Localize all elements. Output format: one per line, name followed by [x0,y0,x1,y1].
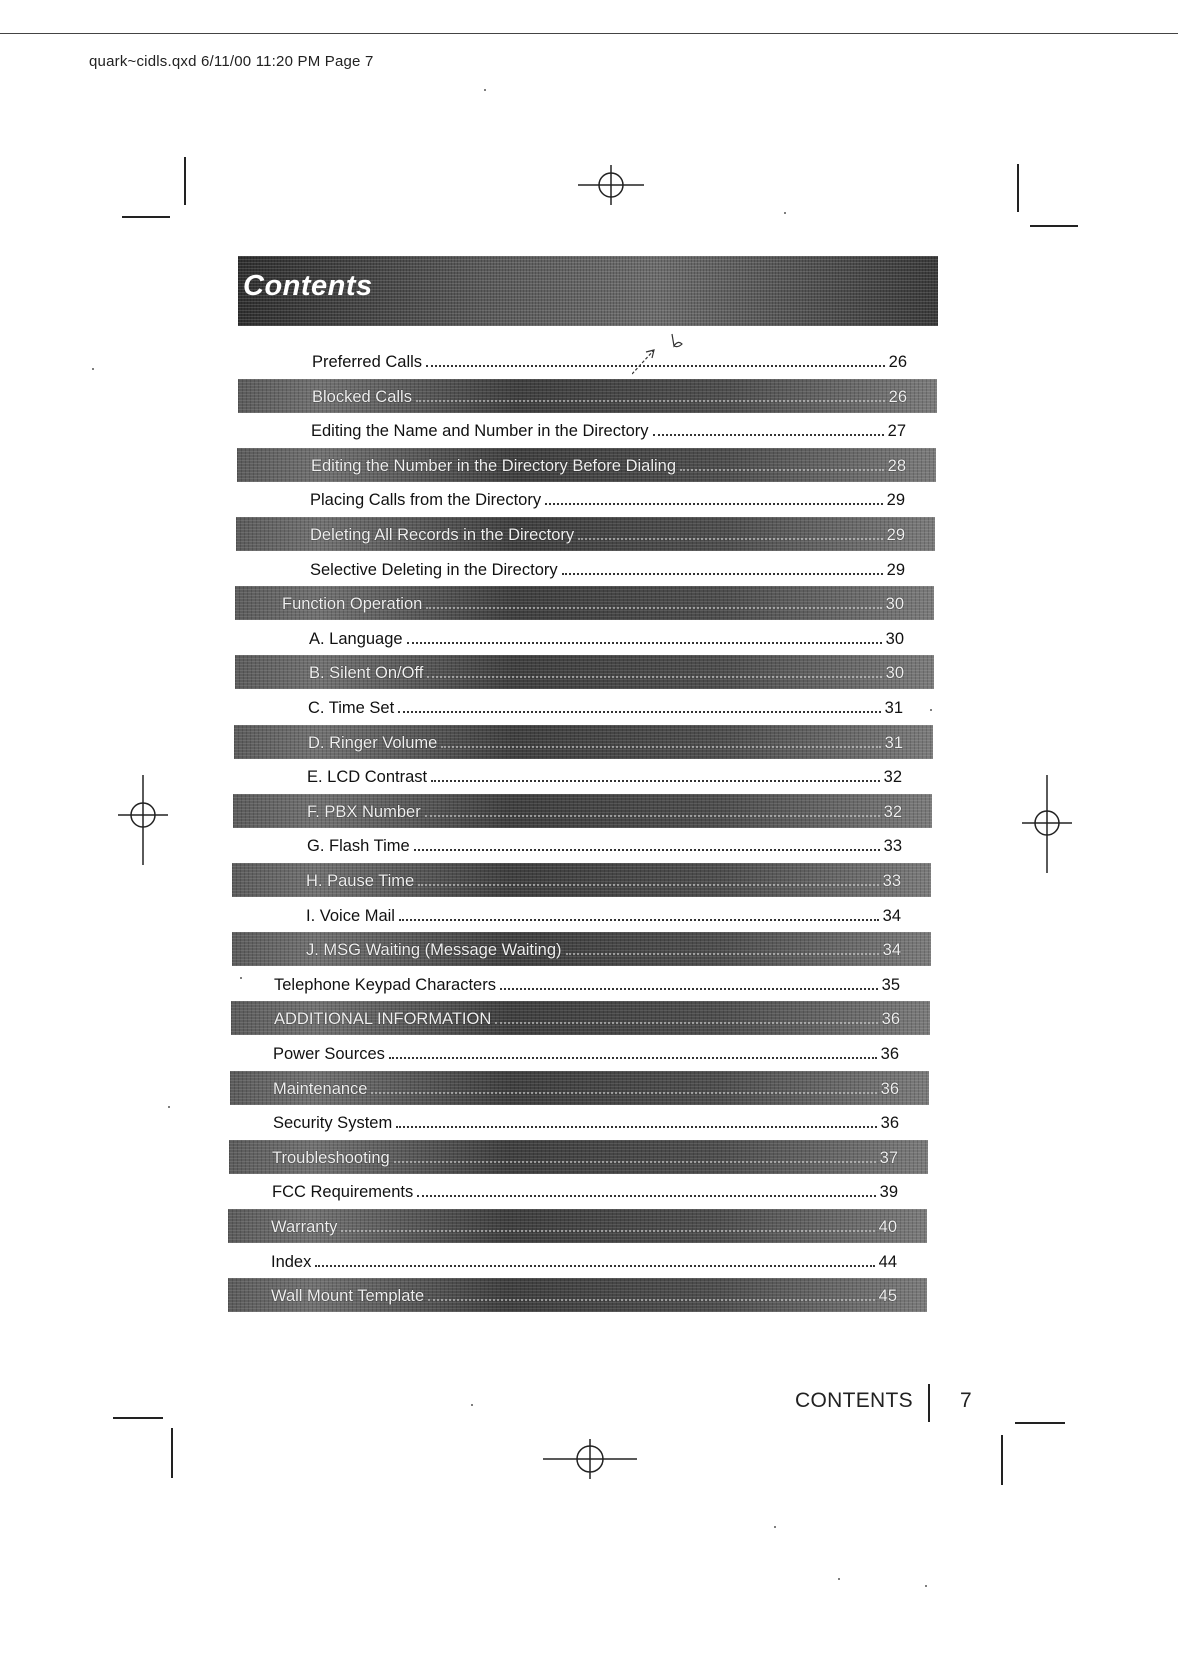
toc-entry-title: Security System [273,1114,393,1132]
dot-leader [315,1265,874,1267]
scan-speck [838,1578,840,1580]
toc-entry-title: FCC Requirements [272,1183,414,1201]
toc-entry-title: Index [271,1253,312,1271]
dot-leader [417,1195,875,1197]
toc-entry-title: G. Flash Time [307,837,410,855]
dot-leader [578,538,883,540]
toc-entry-page: 32 [883,768,902,786]
toc-entry-title: Placing Calls from the Directory [310,491,542,509]
scan-speck [925,1585,927,1587]
scan-speck [484,89,486,91]
dot-leader [394,1161,876,1163]
dot-leader [653,434,884,436]
toc-entry-title: D. Ringer Volume [308,734,438,752]
toc-entry-page: 36 [881,1010,900,1028]
toc-entry-title: Function Operation [282,595,423,613]
footer-section-label: CONTENTS [795,1389,913,1412]
toc-entry [229,1140,928,1174]
dot-leader [431,780,880,782]
toc-entry-title: Wall Mount Template [271,1287,425,1305]
dot-leader [398,711,880,713]
toc-entry [236,482,935,516]
dot-leader [426,607,881,609]
scan-speck [471,1404,473,1406]
toc-entry-title: A. Language [309,630,403,648]
toc-entry [237,448,936,482]
toc-entry-page: 33 [882,872,901,890]
toc-entry-title: F. PBX Number [307,803,421,821]
toc-entry-title: E. LCD Contrast [307,768,428,786]
dot-leader [396,1126,876,1128]
dot-leader [418,884,878,886]
toc-entry [238,379,937,413]
toc-entry-title: Editing the Number in the Directory Before Dialing [311,457,677,475]
toc-entry [233,794,932,828]
dot-leader [389,1057,877,1059]
scan-speck [168,1106,170,1108]
toc-entry [228,1244,927,1278]
toc-entry-title: Blocked Calls [312,388,412,406]
toc-entry-title: C. Time Set [308,699,395,717]
toc-entry-page: 33 [883,837,902,855]
toc-entry [233,759,932,793]
toc-entry [230,1036,929,1070]
page-title: Contents [243,270,373,302]
toc-entry [237,413,936,447]
dot-leader [399,919,879,921]
toc-entry [230,1071,929,1105]
toc-entry-page: 39 [879,1183,898,1201]
toc-entry [235,655,934,689]
dot-leader [425,815,880,817]
toc-entry-page: 30 [885,664,904,682]
file-slug: quark~cidls.qxd 6/11/00 11:20 PM Page 7 [89,53,374,70]
dot-leader [426,365,885,367]
toc-entry-title: Troubleshooting [272,1149,390,1167]
toc-entry [236,552,935,586]
toc-entry [231,967,930,1001]
toc-entry [232,932,931,966]
toc-entry-page: 30 [885,595,904,613]
toc-entry-page: 36 [880,1114,899,1132]
toc-entry-page: 35 [881,976,900,994]
toc-entry-page: 36 [880,1045,899,1063]
toc-entry-title: Power Sources [273,1045,385,1063]
toc-entry-title: Warranty [271,1218,338,1236]
toc-entry-page: 29 [886,491,905,509]
toc-entry-page: 37 [879,1149,898,1167]
dot-leader [341,1230,874,1232]
dot-leader [680,469,884,471]
toc-entry-title: J. MSG Waiting (Message Waiting) [306,941,562,959]
toc-entry-title: Maintenance [273,1080,368,1098]
scan-speck [240,977,242,979]
toc-entry [238,344,937,378]
dot-leader [428,1299,874,1301]
toc-entry [228,1278,927,1312]
toc-entry-title: B. Silent On/Off [309,664,424,682]
toc-entry [234,725,933,759]
scan-speck [784,212,786,214]
toc-entry [232,898,931,932]
toc-entry [232,863,931,897]
footer-page-number: 7 [960,1389,972,1412]
toc-entry [231,1001,930,1035]
toc-entry-page: 32 [883,803,902,821]
scan-speck [92,368,94,370]
dot-leader [414,849,880,851]
toc-entry-page: 26 [888,353,907,371]
toc-entry [235,621,934,655]
scan-speck [930,709,932,711]
dot-leader [441,746,880,748]
dot-leader [371,1092,876,1094]
dot-leader [566,953,879,955]
toc-entry-page: 29 [886,526,905,544]
toc-entry-title: Preferred Calls [312,353,423,371]
toc-entry [234,690,933,724]
toc-entry-page: 30 [885,630,904,648]
toc-entry-page: 31 [884,699,903,717]
toc-entry [229,1174,928,1208]
scan-speck [774,1526,776,1528]
dot-leader [495,1022,877,1024]
toc-entry-page: 44 [878,1253,897,1271]
toc-entry-title: Selective Deleting in the Directory [310,561,558,579]
toc-entry-page: 26 [888,388,907,406]
toc-entry-title: Telephone Keypad Characters [274,976,496,994]
toc-entry-page: 27 [887,422,906,440]
toc-entry-page: 40 [878,1218,897,1236]
toc-entry-title: I. Voice Mail [306,907,395,925]
dot-leader [545,503,883,505]
dot-leader [500,988,878,990]
toc-entry-page: 45 [878,1287,897,1305]
toc-entry-page: 34 [882,941,901,959]
toc-entry-page: 31 [884,734,903,752]
toc-entry-page: 29 [886,561,905,579]
toc-entry-page: 34 [882,907,901,925]
toc-entry-title: H. Pause Time [306,872,415,890]
toc-entry-title: Deleting All Records in the Directory [310,526,575,544]
toc-entry [228,1209,927,1243]
toc-entry-page: 36 [880,1080,899,1098]
toc-entry [236,517,935,551]
footer-divider [928,1384,930,1422]
dot-leader [562,573,883,575]
dot-leader [407,642,882,644]
toc-entry [230,1105,929,1139]
dot-leader [427,676,881,678]
dot-leader [416,400,885,402]
toc-entry-title: ADDITIONAL INFORMATION [274,1010,492,1028]
toc-entry-page: 28 [887,457,906,475]
toc-entry [233,828,932,862]
toc-entry [235,586,934,620]
toc-entry-title: Editing the Name and Number in the Directory [311,422,649,440]
